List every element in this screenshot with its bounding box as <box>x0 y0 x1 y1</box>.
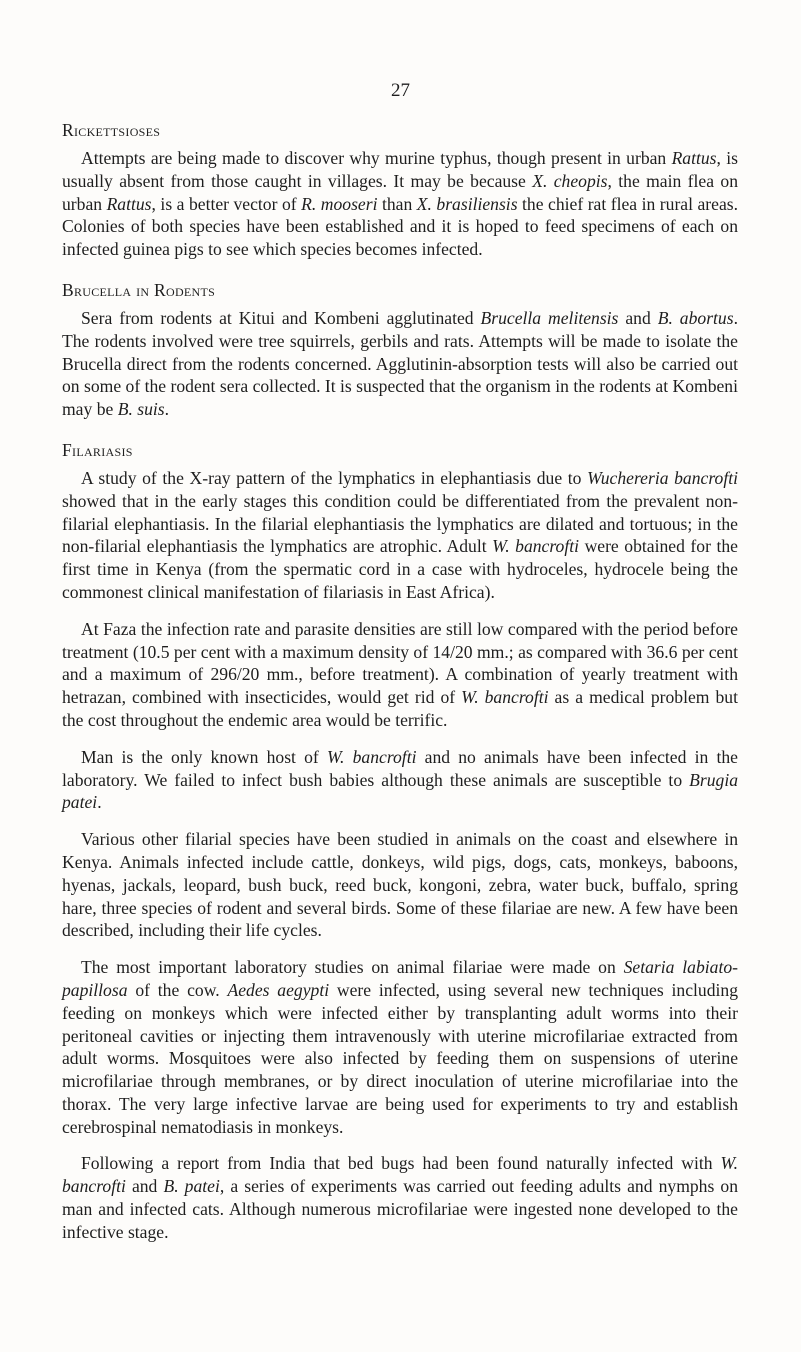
paragraph: Attempts are being made to discover why murine typhus, though present in urban Rattus, is usually absent from those caught in villages. It may be because X. cheopis, the main flea on urban Rattus, is a better vector of R. mooseri than X. brasiliensis the chief rat flea in rural areas. Colonies of both species have been established and it is hoped to feed specimens of each on infected guinea pigs to see which species becomes infected. <box>62 148 739 260</box>
section-heading: Rickettsioses <box>62 120 161 140</box>
paragraph: Various other filarial species have been studied in animals on the coast and elsewhere in Kenya. Animals infected include cattle, donkeys, wild pigs, dogs, cats, monkeys, baboons, hyenas, jackals, leopard, bush buck, reed buck, kongoni, zebra, water buck, buffalo, spring hare, three species of rodent and several birds. Some of these filariae are new. A few have been described, including their life cycles. <box>62 829 738 941</box>
paragraph: A study of the X-ray pattern of the lymphatics in elephantiasis due to Wuchereria bancrofti showed that in the early stages this condition could be differentiated from the prevalent non-filarial elephantiasis. In the filarial elephantiasis the lymphatics are dilated and tortuous; in the non-filarial elephantiasis the lymphatics are atrophic. Adult W. bancrofti were obtained for the first time in Kenya (from the spermatic cord in a case with hydroceles, hydrocele being the commonest clinical manifestation of filariasis in East Africa). <box>62 467 738 602</box>
paragraph: At Faza the infection rate and parasite densities are still low compared with the period before treatment (10.5 per cent with a maximum density of 14/20 mm.; as compared with 36.6 per cent and a maximum of 296/20 mm., before treatment). A combination of yearly treatment with hetrazan, combined with insecticides, would get rid of W. bancrofti as a medical problem but the cost throughout the endemic area would be terrific. <box>62 618 738 730</box>
section-heading: Filariasis <box>62 439 133 460</box>
section-brucella <box>62 277 738 421</box>
section-rickettsioses <box>62 117 738 261</box>
paragraph: Man is the only known host of W. bancrofti and no animals have been infected in the laboratory. We failed to infect bush babies although these animals are susceptible to Brugia patei. <box>62 746 738 813</box>
page-number: 27 <box>391 80 410 101</box>
section-filariasis <box>62 437 738 1244</box>
page-content <box>62 117 738 1260</box>
section-heading: Brucella in Rodents <box>62 279 216 300</box>
paragraph: The most important laboratory studies on animal filariae were made on Setaria labiato-papillosa of the cow. Aedes aegypti were infected, using several new techniques including feeding on monkeys which were infected either by transplanting adult worms into their peritoneal cavities or injecting them intravenously with uterine microfilariae extracted from adult worms. Mosquitoes were also infected by feeding them on suspensions of uterine microfilariae through membranes, or by direct inoculation of uterine microfilariae into the thorax. The very large infective larvae are being used for experiments to try and establish cerebrospinal nematodiasis in monkeys. <box>62 957 739 1137</box>
paragraph: Following a report from India that bed bugs had been found naturally infected with W. bancrofti and B. patei, a series of experiments was carried out feeding adults and nymphs on man and infected cats. Although numerous microfilariae were ingested none developed to the infective stage. <box>62 1153 739 1242</box>
paragraph: Sera from rodents at Kitui and Kombeni agglutinated Brucella melitensis and B. abortus. The rodents involved were tree squirrels, gerbils and rats. Attempts will be made to isolate the Brucella direct from the rodents concerned. Agglutinin-absorption tests will also be carried out on some of the rodent sera collected. It is suspected that the organism in the rodents at Kombeni may be B. suis. <box>62 307 738 420</box>
